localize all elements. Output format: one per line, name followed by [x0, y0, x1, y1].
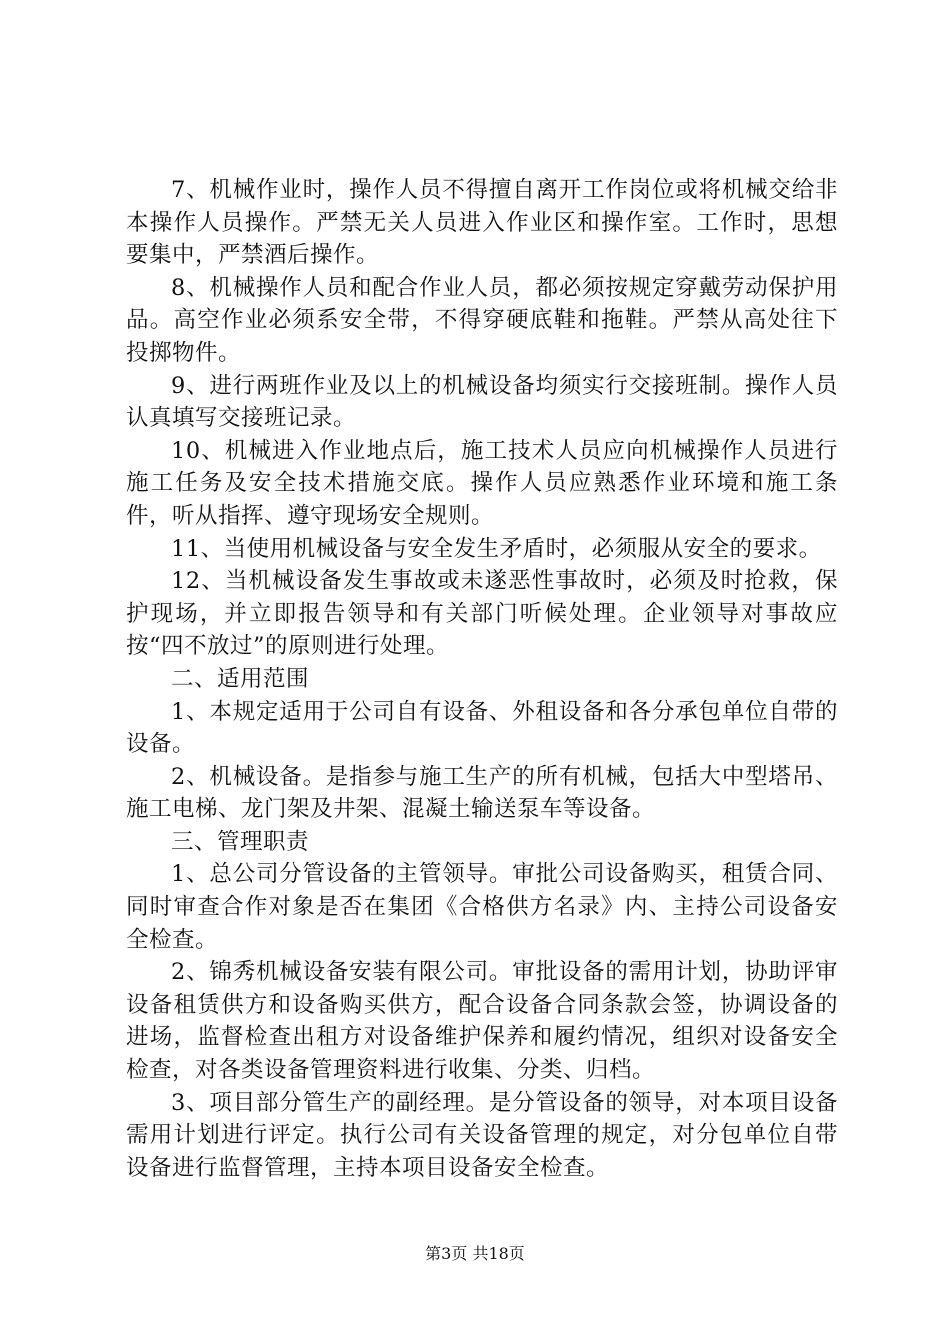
paragraph-item-9: 9、进行两班作业及以上的机械设备均须实行交接班制。操作人员认真填写交接班记录。	[126, 372, 838, 432]
paragraph-item-11: 11、当使用机械设备与安全发生矛盾时，必须服从安全的要求。	[171, 535, 822, 562]
section-heading-responsibilities: 三、管理职责	[171, 828, 310, 855]
paragraph-responsibility-1: 1、总公司分管设备的主管领导。审批公司设备购买，租赁合同、同时审查合作对象是否在集团《合格供方名录》内、主持公司设备安全检查。	[126, 861, 838, 953]
paragraph-item-10: 10、机械进入作业地点后，施工技术人员应向机械操作人员进行施工任务及安全技术措施交底。操作人员应熟悉作业环境和施工条件，听从指挥、遵守现场安全规则。	[126, 437, 838, 529]
paragraph-item-7: 7、机械作业时，操作人员不得擅自离开工作岗位或将机械交给非本操作人员操作。严禁无关人员进入作业区和操作室。工作时，思想要集中，严禁酒后操作。	[126, 177, 838, 269]
paragraph-responsibility-3: 3、项目部分管生产的副经理。是分管设备的领导，对本项目设备需用计划进行评定。执行公司有关设备管理的规定，对分包单位自带设备进行监督管理，主持本项目设备安全检查。	[126, 1089, 838, 1181]
paragraph-scope-1: 1、本规定适用于公司自有设备、外租设备和各分承包单位自带的设备。	[126, 698, 838, 758]
page-number-footer: 第3页 共18页	[425, 1244, 525, 1263]
document-body	[126, 174, 838, 1184]
section-heading-scope: 二、适用范围	[171, 665, 310, 692]
paragraph-responsibility-2: 2、锦秀机械设备安装有限公司。审批设备的需用计划，协助评审设备租赁供方和设备购买供方，配合设备合同条款会签，协调设备的进场，监督检查出租方对设备维护保养和履约情况，组织对设备安全检查，对各类设备管理资料进行收集、分类、归档。	[126, 959, 838, 1084]
paragraph-item-8: 8、机械操作人员和配合作业人员，都必须按规定穿戴劳动保护用品。高空作业必须系安全带，不得穿硬底鞋和拖鞋。严禁从高处往下投掷物件。	[126, 274, 838, 366]
paragraph-scope-2: 2、机械设备。是指参与施工生产的所有机械，包括大中型塔吊、施工电梯、龙门架及井架、混凝土输送泵车等设备。	[126, 763, 838, 823]
paragraph-item-12: 12、当机械设备发生事故或未遂恶性事故时，必须及时抢救，保护现场，并立即报告领导和有关部门听候处理。企业领导对事故应按“四不放过”的原则进行处理。	[126, 568, 838, 660]
